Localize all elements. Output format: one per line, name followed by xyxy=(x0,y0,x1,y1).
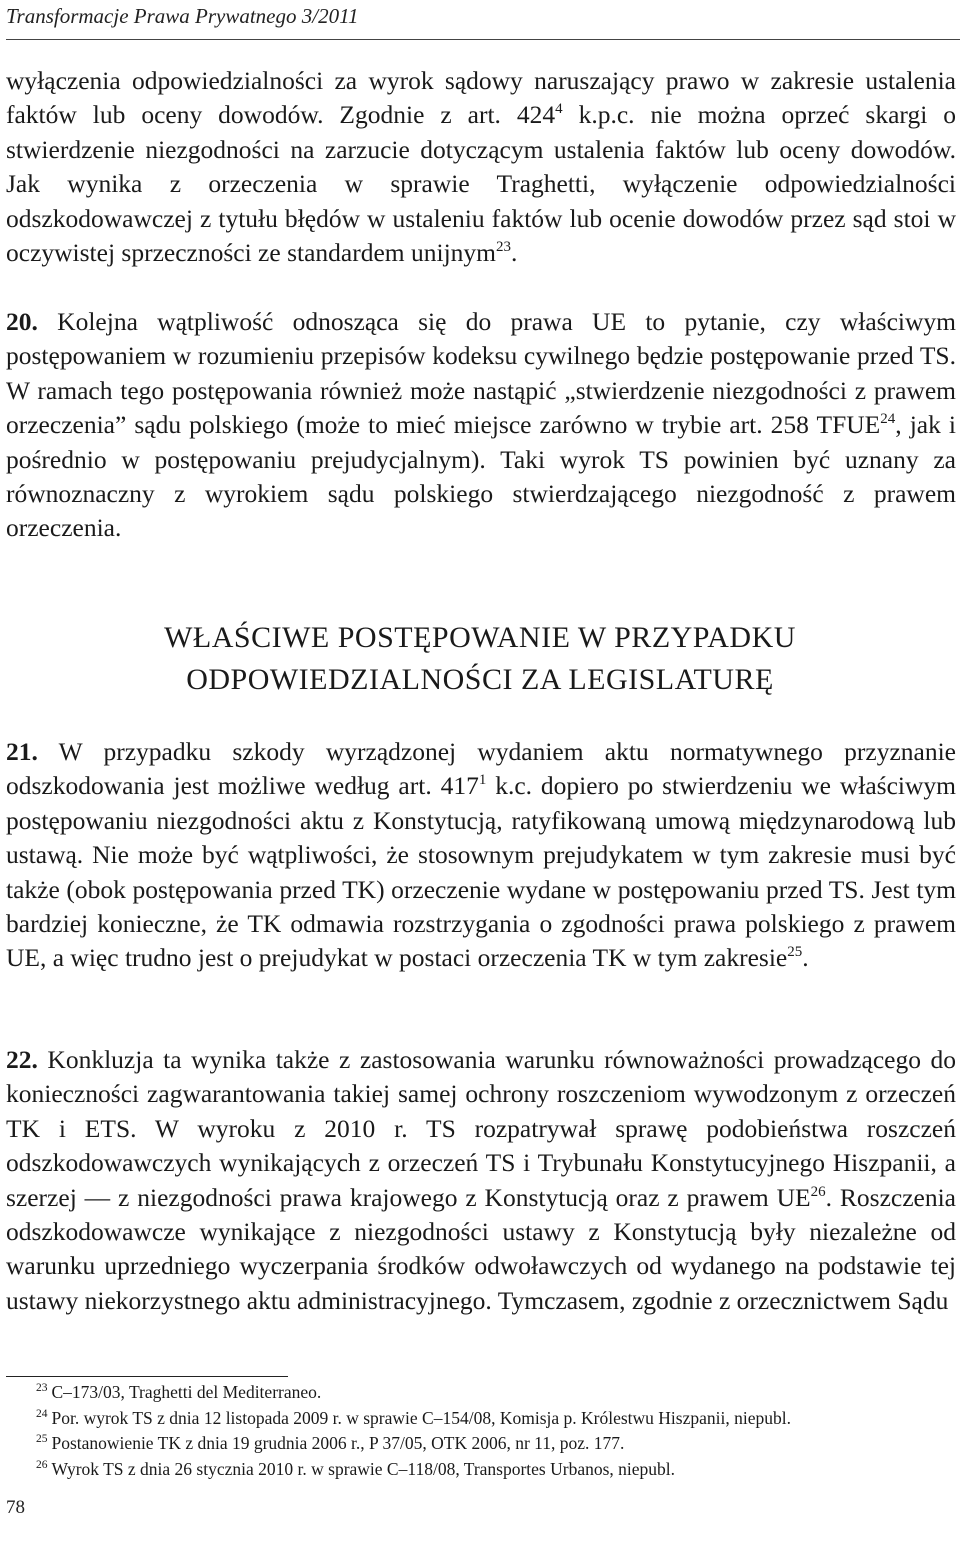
text-run: k.p.c. nie można oprzeć skargi o stwierdzenie niezgodności na zarzucie dotyczącym ustalenia faktów lub oceny dowodów. Jak wynika z orzeczenia w sprawie Traghetti, wyłączenie odpowiedzialności odszkodowawczej z tytułu błędów w ustaleniu faktów lub ocenie dowodów przez sąd stoi w oczywistej sprzeczności ze standardem unijnym xyxy=(6,100,957,268)
superscript: 1 xyxy=(478,772,487,789)
footnote-ref-26: 26 xyxy=(810,1183,826,1200)
page-number: 78 xyxy=(6,1497,25,1518)
paragraph-number: 22. xyxy=(6,1045,38,1074)
footnote-number: 24 xyxy=(36,1407,48,1420)
footnote-rule xyxy=(6,1376,288,1377)
footnote-number: 26 xyxy=(36,1458,48,1471)
text-run: wyłączenia odpowiedzialności za wyrok sądowy naruszający prawo w zakresie ustalenia faktów lub oceny dowodów. Zgodnie z art. 424 xyxy=(6,66,956,130)
footnote-23 xyxy=(36,1380,956,1406)
paragraph-number: 21. xyxy=(6,737,38,766)
text-run: Konkluzja ta wynika także z zastosowania warunku równoważności prowadzącego do konieczności zagwarantowania takiej samej ochrony roszczeniom wywodzonym z orzeczeń TK i ETS. W wyroku z 2010 r. TS rozpatrywał sprawę podobieństwa roszczeń odszkodowawczych wynikających z orzeczeń TS i Trybunału Konstytucyjnego Hiszpanii, a szerzej — z niezgodności prawa krajowego z Konstytucją oraz z prawem UE xyxy=(6,1045,956,1212)
footnote-text: Postanowienie TK z dnia 19 grudnia 2006 r., P 37/05, OTK 2006, nr 11, poz. 177. xyxy=(51,1433,625,1453)
superscript: 4 xyxy=(555,101,563,118)
footnote-26 xyxy=(36,1457,956,1483)
footnotes xyxy=(36,1380,956,1482)
text-run: W przypadku szkody wyrządzonej wydaniem aktu normatywnego przyznanie odszkodowania jest możliwe według art. 417 xyxy=(6,737,956,801)
footnote-text: Por. wyrok TS z dnia 12 listopada 2009 r. w sprawie C–154/08, Komisja p. Królestwu Hiszpanii, niepubl. xyxy=(51,1407,791,1428)
running-head: Transformacje Prawa Prywatnego 3/2011 xyxy=(6,4,359,28)
paragraph-number: 20. xyxy=(6,307,38,336)
section-heading xyxy=(0,617,960,701)
paragraph-continuation xyxy=(6,64,956,270)
text-run: . xyxy=(511,238,518,268)
footnote-25 xyxy=(36,1431,956,1457)
footnote-ref-23: 23 xyxy=(496,239,511,256)
text-run: . Roszczenia odszkodowawcze wynikające z niezgodności ustawy z Konstytucją były niezależne od warunku uprzedniego wyczerpania środków odwoławczych od wydanego na podstawie tej ustawy niekorzystnego aktu administracyjnego. Tymczasem, zgodnie z orzecznictwem Sądu xyxy=(6,1182,956,1315)
footnote-number: 25 xyxy=(36,1433,48,1445)
section-heading-line-1: WŁAŚCIWE POSTĘPOWANIE W PRZYPADKU xyxy=(164,621,796,654)
footnote-number: 23 xyxy=(36,1382,48,1394)
paragraph-20 xyxy=(6,305,956,546)
header-rule xyxy=(6,39,960,40)
text-run: . xyxy=(802,943,809,973)
section-heading-line-2: ODPOWIEDZIALNOŚCI ZA LEGISLATURĘ xyxy=(186,663,774,696)
paragraph-22 xyxy=(6,1043,956,1318)
text-run: k.c. dopiero po stwierdzeniu we właściwym postępowaniu niezgodności aktu z Konstytucją, ratyfikowaną umową międzynarodową lub ustawą. Nie może być wątpliwości, że stosownym prejudykatem w tym zakresie musi być także (obok postępowania przed TK) orzeczenie wydane w postępowaniu przed TS. Jest tym bardziej konieczne, że TK odmawia rozstrzygania o zgodności prawa polskiego z prawem UE, a więc trudno jest o prejudykat w postaci orzeczenia TK w tym zakresie xyxy=(6,771,956,973)
footnote-ref-24: 24 xyxy=(880,411,896,428)
footnote-ref-25: 25 xyxy=(787,944,803,961)
text-run: , jak i pośrednio w postępowaniu prejudycjalnym). Taki wyrok TS powinien być uznany za równoznaczny z wyrokiem sądu polskiego stwierdzającego niezgodność z prawem orzeczenia. xyxy=(6,410,956,543)
footnote-text: Wyrok TS z dnia 26 stycznia 2010 r. w sprawie C–118/08, Transportes Urbanos, niepubl. xyxy=(51,1458,676,1479)
footnote-24 xyxy=(36,1406,956,1432)
footnote-text: C–173/03, Traghetti del Mediterraneo. xyxy=(51,1382,322,1402)
paragraph-21 xyxy=(6,735,956,976)
text-run: Kolejna wątpliwość odnosząca się do prawa UE to pytanie, czy właściwym postępowaniem w rozumieniu przepisów kodeksu cywilnego będzie postępowanie przed TS. W ramach tego postępowania również może nastąpić „stwierdzenie niezgodności z prawem orzeczenia” sądu polskiego (może to mieć miejsce zarówno w trybie art. 258 TFUE xyxy=(6,307,956,440)
